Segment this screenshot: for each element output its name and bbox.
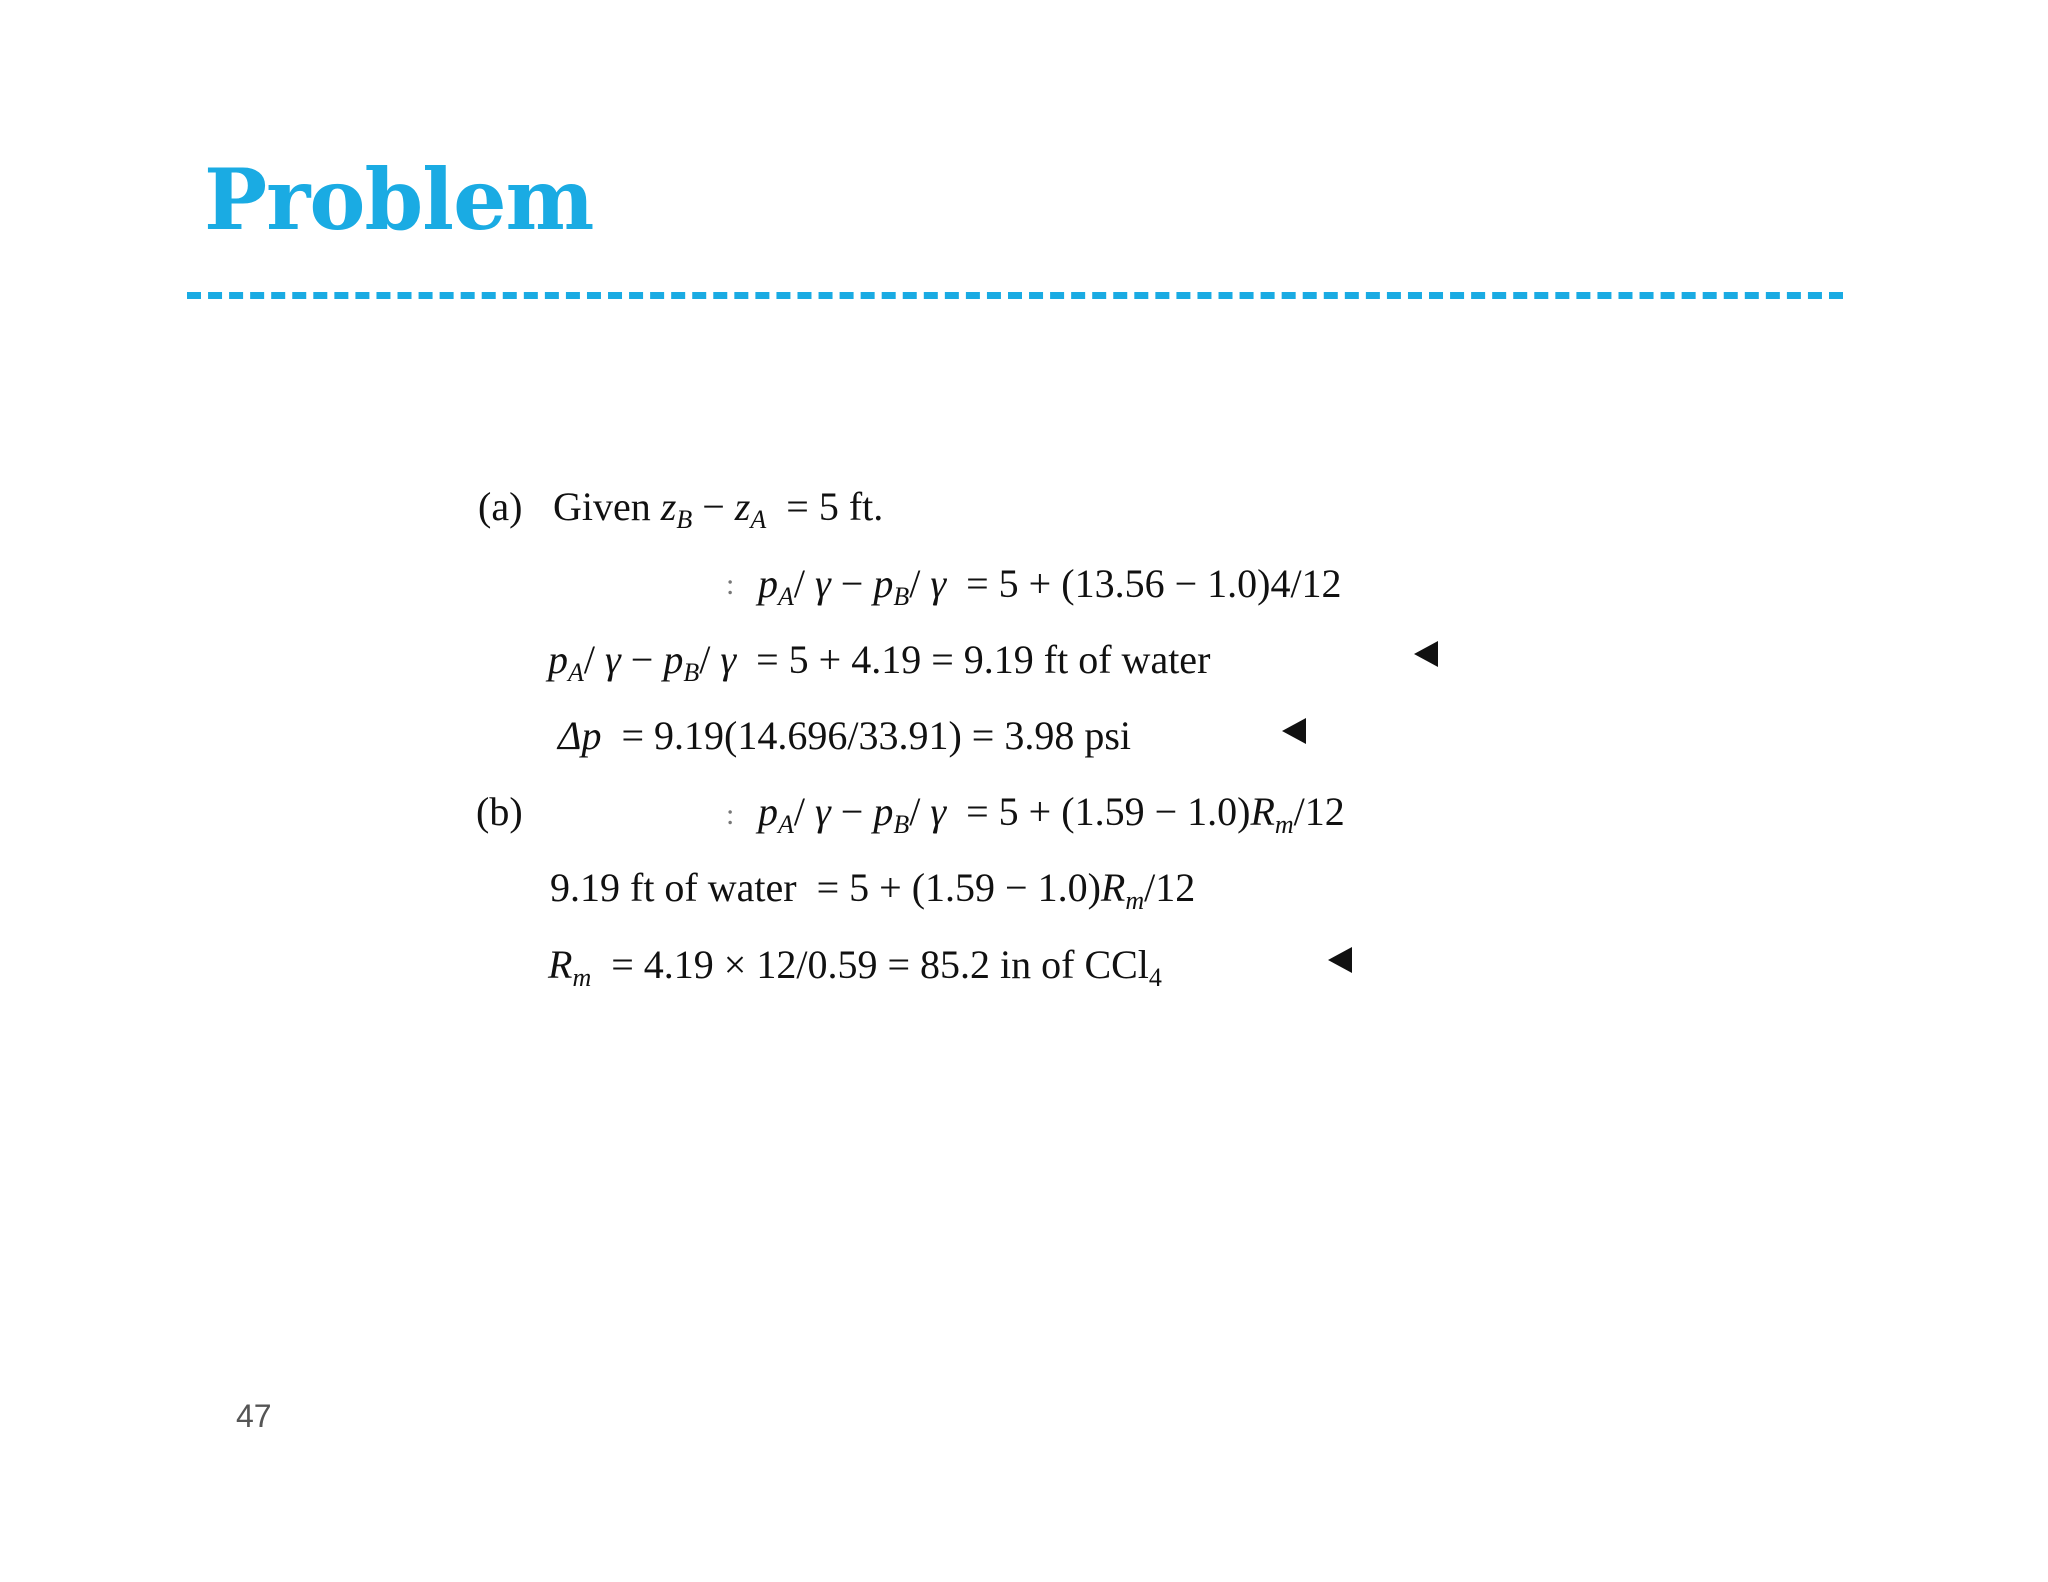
answer-arrow-1 [1414,641,1438,667]
given-equation: Given $z_B - z_A = 5$ ft. [553,484,884,534]
manometer-equation-a-rhs: = 5 + (13.56 − 1.0)4/12 [966,561,1342,606]
pressure-difference-result: Δp = 9.19(14.696/33.91) = 3.98 psi [558,713,1132,758]
given-word: Given [553,484,651,529]
manometer-equation-b-rhs: = 5 + (1.59 − 1.0) [966,789,1251,834]
tick-mark: : [726,798,735,831]
given-rhs: = 5 ft. [786,484,884,529]
manometer-equation-b-rhs-end: /12 [1293,789,1345,834]
part-a-label: (a) [478,484,523,529]
substituted-equation-rhs: = 5 + (1.59 − 1.0) [816,865,1101,910]
substituted-equation-lhs: 9.19 ft of water [550,865,797,910]
page-number: 47 [236,1398,272,1434]
title-divider [187,292,1843,299]
answer-arrow-3 [1328,947,1352,973]
head-difference-result-rhs: = 5 + 4.19 = 9.19 ft of water [756,637,1211,682]
manometer-equation-a: $p_A/$ $\gamma - p_B/$ γ = 5 + (13.56 − 1.0)4/12 [758,561,1342,611]
pressure-difference-result-rhs: = 9.19(14.696/33.91) = 3.98 psi [621,713,1132,758]
ccl4-subscript: 4 [1148,963,1162,992]
tick-mark: : [726,568,735,601]
substituted-equation-rhs-end: /12 [1144,865,1196,910]
manometer-reading-result: $R_m = 4.19 \times 12/0.59 = 85.2$ in of CCl$_4$ [548,942,1162,992]
part-b-label: (b) [476,789,523,834]
substituted-equation: 9.19 ft of water = $5 + (1.59 - 1.0)R_m/12$ [550,865,1196,915]
manometer-reading-result-rhs: = 4.19 × 12/0.59 = 85.2 in of CCl [611,942,1149,987]
head-difference-result: $p_A/$ $\gamma - p_B/$ γ = 5 + 4.19 = 9.19 ft of water [548,637,1211,687]
answer-arrow-2 [1282,718,1306,744]
manometer-equation-b: $p_A/$ $\gamma - p_B/$ $\gamma = 5 + (1.59 - 1.0)R_m/12$ [758,789,1345,839]
slide-title: Problem [204,150,594,249]
